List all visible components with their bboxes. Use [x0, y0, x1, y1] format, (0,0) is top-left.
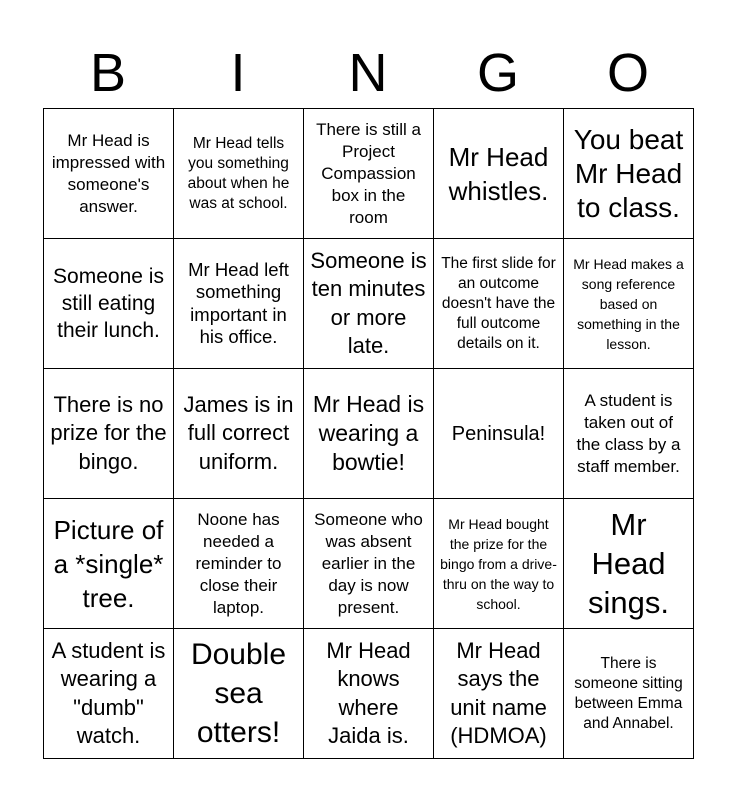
bingo-cell[interactable]: [44, 369, 174, 499]
bingo-cell[interactable]: [564, 239, 694, 369]
header-letter-n: N: [348, 43, 388, 103]
bingo-cell[interactable]: [44, 109, 174, 239]
bingo-cell-text: Someone who was absent earlier in the day is now present.: [314, 509, 423, 617]
bingo-cell[interactable]: [564, 369, 694, 499]
bingo-cell[interactable]: [564, 499, 694, 629]
bingo-grid: [43, 108, 694, 759]
bingo-cell-text: James is in full correct uniform.: [183, 391, 294, 474]
bingo-header: [43, 38, 693, 108]
header-letter-i: I: [230, 43, 246, 103]
bingo-cell[interactable]: [434, 499, 564, 629]
bingo-cell[interactable]: [44, 239, 174, 369]
bingo-cell-text: Noone has needed a reminder to close their laptop.: [195, 509, 282, 617]
bingo-cell-text: Double sea otters!: [190, 638, 287, 749]
bingo-cell[interactable]: [174, 239, 304, 369]
bingo-cell-text: A student is wearing a "dumb" watch.: [51, 637, 166, 748]
bingo-cell[interactable]: [434, 239, 564, 369]
bingo-cell[interactable]: [304, 109, 434, 239]
bingo-cell-text: Mr Head left something important in his office.: [188, 258, 289, 347]
bingo-cell[interactable]: [304, 629, 434, 759]
bingo-cell-text: There is someone sitting between Emma and Annabel.: [574, 654, 683, 732]
bingo-cell-text: Mr Head tells you something about when he was at school.: [187, 134, 290, 212]
bingo-cell-text: Mr Head whistles.: [448, 141, 549, 206]
bingo-cell-text: Mr Head is wearing a bowtie!: [312, 391, 425, 475]
bingo-cell[interactable]: [304, 239, 434, 369]
bingo-cell-text: You beat Mr Head to class.: [573, 123, 684, 223]
bingo-cell[interactable]: [174, 109, 304, 239]
bingo-cell[interactable]: [304, 499, 434, 629]
header-letter-b: B: [89, 43, 127, 103]
bingo-cell-text: Mr Head makes a song reference based on something in the lesson.: [573, 255, 684, 352]
bingo-cell[interactable]: [174, 499, 304, 629]
bingo-cell-text: Picture of a *single* tree.: [53, 514, 164, 613]
bingo-cell[interactable]: [44, 499, 174, 629]
header-letter-o: O: [606, 43, 649, 103]
bingo-cell-text: Mr Head is impressed with someone's answer.: [51, 130, 166, 216]
bingo-cell-text: Someone is ten minutes or more late.: [310, 247, 427, 358]
bingo-cell[interactable]: [44, 629, 174, 759]
bingo-cell[interactable]: [174, 369, 304, 499]
bingo-cell[interactable]: [434, 109, 564, 239]
header-letter-g: G: [476, 43, 519, 103]
bingo-cell-text: Peninsula!: [451, 422, 546, 445]
bingo-cell-text: A student is taken out of the class by a staff member.: [576, 390, 681, 476]
bingo-cell-text: Mr Head sings.: [588, 507, 669, 620]
bingo-cell-text: Someone is still eating their lunch.: [53, 265, 164, 342]
bingo-cell-text: There is still a Project Compassion box in the room: [316, 119, 421, 227]
bingo-cell-text: Mr Head knows where Jaida is.: [326, 637, 411, 748]
bingo-cell[interactable]: [564, 629, 694, 759]
bingo-cell[interactable]: [564, 109, 694, 239]
bingo-cell[interactable]: [174, 629, 304, 759]
bingo-cell[interactable]: [304, 369, 434, 499]
bingo-cell-text: Mr Head bought the prize for the bingo from a drive-thru on the way to school.: [440, 515, 557, 612]
bingo-cell-text: There is no prize for the bingo.: [50, 391, 167, 474]
bingo-cell[interactable]: [434, 629, 564, 759]
bingo-cell[interactable]: [434, 369, 564, 499]
bingo-cell-text: The first slide for an outcome doesn't have the full outcome details on it.: [441, 254, 556, 352]
bingo-cell-text: Mr Head says the unit name (HDMOA): [450, 637, 547, 748]
